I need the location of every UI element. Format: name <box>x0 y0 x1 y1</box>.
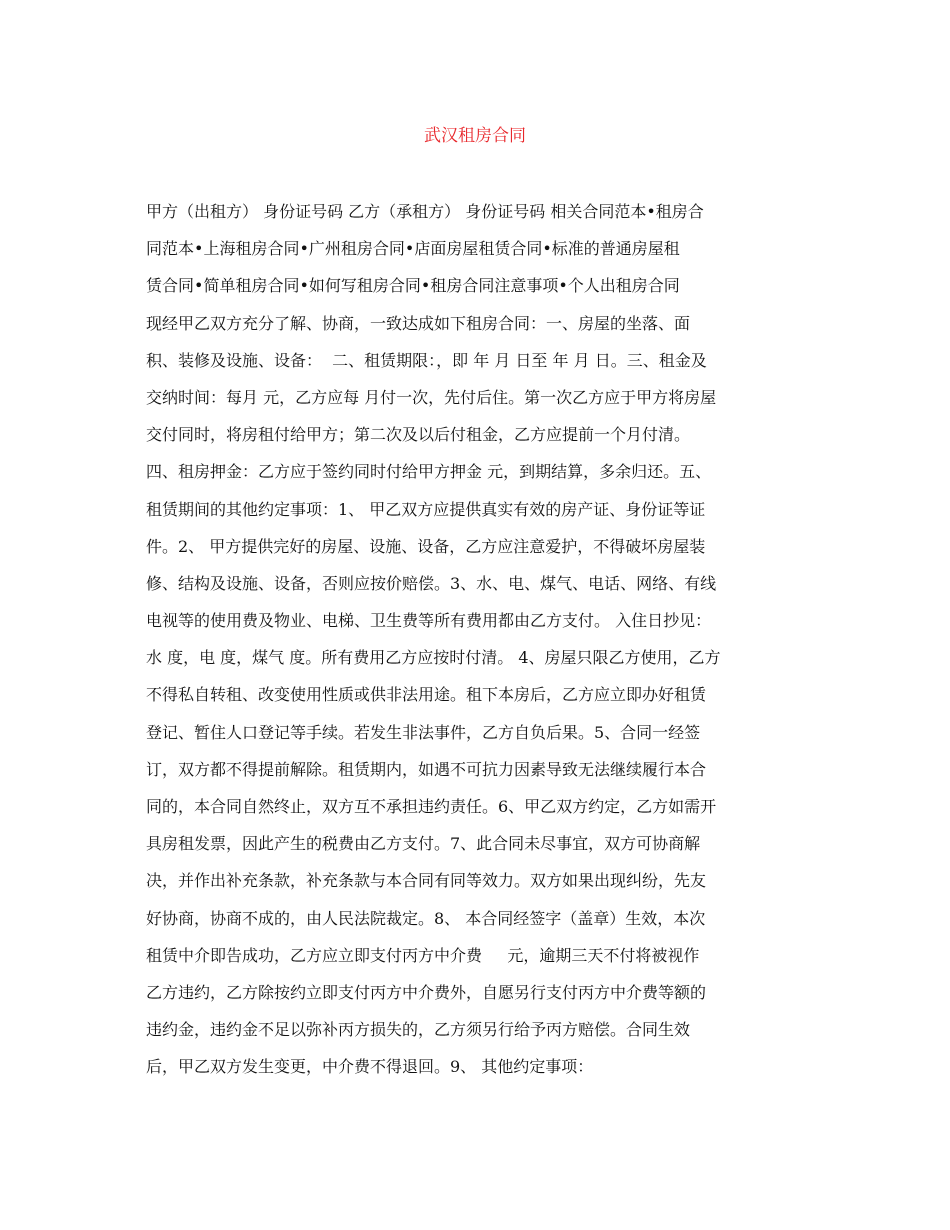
body-line: 电视等的使用费及物业、电梯、卫生费等所有费用都由乙方支付。 入住日抄见： <box>146 611 712 631</box>
body-line: 同范本•上海租房合同•广州租房合同•店面房屋租赁合同•标准的普通房屋租 <box>146 239 680 259</box>
body-line: 决，并作出补充条款，补充条款与本合同有同等效力。双方如果出现纠纷，先友 <box>146 871 707 891</box>
body-line: 后，甲乙双方发生变更，中介费不得退回。9、 其他约定事项： <box>146 1057 594 1077</box>
document-title: 武汉租房合同 <box>424 126 526 146</box>
body-line: 租赁中介即告成功，乙方应立即支付丙方中介费 元，逾期三天不付将被视作 <box>146 945 700 965</box>
body-line: 交付同时，将房租付给甲方；第二次及以后付租金，乙方应提前一个月付清。 <box>146 425 691 445</box>
body-line: 租赁期间的其他约定事项：1、 甲乙双方应提供真实有效的房产证、身份证等证 <box>146 499 706 519</box>
body-line: 甲方（出租方） 身份证号码 乙方（承租方） 身份证号码 相关合同范本•租房合 <box>146 202 704 221</box>
document-body <box>146 193 816 1086</box>
body-line: 现经甲乙双方充分了解、协商，一致达成如下租房合同：一、房屋的坐落、面 <box>146 313 691 333</box>
body-line: 不得私自转租、改变使用性质或供非法用途。租下本房后，乙方应立即办好租赁 <box>146 685 707 705</box>
body-line: 四、租房押金：乙方应于签约同时付给甲方押金 元，到期结算，多余归还。五、 <box>146 462 712 482</box>
body-line: 订，双方都不得提前解除。租赁期内，如遇不可抗力因素导致无法继续履行本合 <box>146 759 707 779</box>
body-line: 积、装修及设施、设备： 二、租赁期限：，即 年 月 日至 年 月 日。三、租金及 <box>146 350 707 370</box>
body-line: 同的，本合同自然终止，双方互不承担违约责任。6、甲乙双方约定，乙方如需开 <box>146 797 717 816</box>
body-line: 交纳时间：每月 元，乙方应每 月付一次，先付后住。第一次乙方应于甲方将房屋 <box>146 387 717 407</box>
body-line: 具房租发票，因此产生的税费由乙方支付。7、此合同未尽事宜，双方可协商解 <box>146 834 701 854</box>
body-line: 违约金，违约金不足以弥补丙方损失的，乙方须另行给予丙方赔偿。合同生效 <box>146 1020 691 1040</box>
body-line: 好协商，协商不成的，由人民法院裁定。8、 本合同经签字（盖章）生效，本次 <box>146 908 706 928</box>
body-line: 赁合同•简单租房合同•如何写租房合同•租房合同注意事项•个人出租房合同 <box>146 276 680 296</box>
body-line: 乙方违约，乙方除按约立即支付丙方中介费外，自愿另行支付丙方中介费等额的 <box>146 982 707 1002</box>
body-line: 件。2、 甲方提供完好的房屋、设施、设备，乙方应注意爱护，不得破坏房屋装 <box>146 536 706 556</box>
body-line: 登记、暂住人口登记等手续。若发生非法事件，乙方自负后果。5、合同一经签 <box>146 722 701 742</box>
body-line: 水 度，电 度，煤气 度。所有费用乙方应按时付清。 4、房屋只限乙方使用，乙方 <box>146 648 721 668</box>
body-line: 修、结构及设施、设备，否则应按价赔偿。3、水、电、煤气、电话、网络、有线 <box>146 573 717 593</box>
